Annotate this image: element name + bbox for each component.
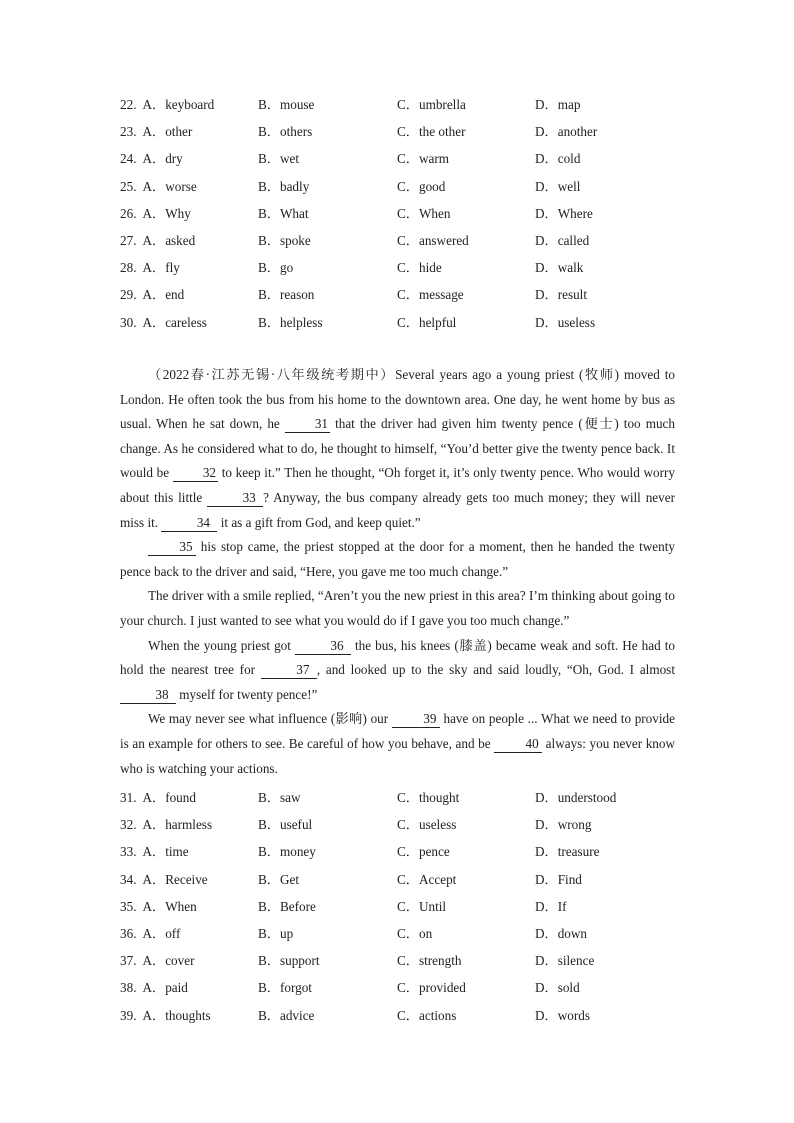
question-number-and-option-a <box>120 281 184 308</box>
option-a: A．end <box>142 287 185 303</box>
option-d: D．words <box>535 1007 590 1023</box>
question-number-and-option-a <box>120 947 194 974</box>
question-number-and-option-a <box>120 838 189 865</box>
question-row <box>120 866 680 893</box>
blank-39: 39 <box>392 711 440 728</box>
option-a: A．found <box>142 790 196 805</box>
question-row <box>120 227 680 254</box>
question-number: 30. <box>120 314 137 330</box>
option-c: C．helpful <box>397 314 457 330</box>
option-a: A．thoughts <box>142 1007 211 1023</box>
question-number-and-option-a <box>120 811 212 838</box>
option-d: D．useless <box>535 314 596 330</box>
question-number: 29. <box>120 287 137 303</box>
question-number: 27. <box>120 232 137 248</box>
option-d: D．map <box>535 97 581 112</box>
question-row <box>120 974 680 1001</box>
question-row <box>120 91 680 118</box>
option-b: B．spoke <box>258 232 311 248</box>
option-c: C．When <box>397 205 451 221</box>
cloze-passage <box>120 363 675 781</box>
question-row <box>120 838 680 865</box>
question-number-and-option-a <box>120 173 197 200</box>
option-d: D．walk <box>535 260 584 276</box>
option-c: C．message <box>397 287 464 303</box>
option-a: A．When <box>142 898 197 914</box>
question-number: 38. <box>120 980 137 996</box>
option-d: D．down <box>535 925 588 941</box>
question-row <box>120 947 680 974</box>
option-d: D．Where <box>535 205 593 221</box>
option-c: C．actions <box>397 1007 457 1023</box>
option-d: D．called <box>535 232 590 248</box>
option-d: D．Find <box>535 871 582 887</box>
question-number: 31. <box>120 790 137 805</box>
question-row <box>120 200 680 227</box>
question-number: 34. <box>120 871 137 887</box>
question-row <box>120 893 680 920</box>
question-number: 24. <box>120 151 137 167</box>
option-a: A．other <box>142 124 193 140</box>
question-number: 23. <box>120 124 137 140</box>
blank-34: 34 <box>161 515 217 532</box>
question-number-and-option-a <box>120 118 192 145</box>
option-d: D．well <box>535 178 581 194</box>
option-c: C．good <box>397 178 446 194</box>
option-a: A．worse <box>142 178 197 194</box>
question-number-and-option-a <box>120 254 180 281</box>
paragraph-1: （2022春·江苏无锡·八年级统考期中）Several years ago a young priest (牧师) moved to London. He often took the bus from his home to the downtown area. One day, he went home by bus as usual. When he sat down, he 31 that the driver had given him twenty pence (便士) too much change. As he considered what to do, he thought to himself, “You’d better give the twenty pence back. It would be 32 to keep it.” Then he thought, “Oh forget it, it’s only twenty pence. Who would worry about this little 33 ? Anyway, the bus company already gets too much money; they will never miss it. 34 it as a gift from God, and keep quiet.” <box>120 367 675 530</box>
option-c: C．on <box>397 925 433 941</box>
question-number-and-option-a <box>120 200 191 227</box>
question-row <box>120 118 680 145</box>
option-a: A．keyboard <box>142 97 215 112</box>
option-d: D．result <box>535 287 588 303</box>
question-number-and-option-a <box>120 145 183 172</box>
option-d: D．silence <box>535 953 595 969</box>
option-b: B．saw <box>258 790 301 805</box>
question-number: 33. <box>120 844 137 860</box>
option-a: A．Why <box>142 205 191 221</box>
question-row <box>120 309 680 336</box>
blank-37: 37 <box>261 662 317 679</box>
options-list-31-39 <box>120 784 680 1029</box>
question-number-and-option-a <box>120 91 214 118</box>
option-d: D．treasure <box>535 844 600 860</box>
option-b: B．useful <box>258 817 313 833</box>
option-a: A．careless <box>142 314 207 330</box>
option-d: D．If <box>535 898 567 914</box>
blank-31: 31 <box>285 416 330 433</box>
option-a: A．asked <box>142 232 196 248</box>
option-b: B．mouse <box>258 97 315 112</box>
question-row <box>120 254 680 281</box>
option-b: B．money <box>258 844 316 860</box>
option-a: A．Receive <box>142 871 208 887</box>
question-row <box>120 145 680 172</box>
option-c: C．useless <box>397 817 457 833</box>
option-c: C．answered <box>397 232 469 248</box>
option-b: B．Get <box>258 871 300 887</box>
option-b: B．others <box>258 124 313 140</box>
blank-38: 38 <box>120 687 176 704</box>
option-d: D．wrong <box>535 817 592 833</box>
option-c: C．umbrella <box>397 97 466 112</box>
option-a: A．off <box>142 925 181 941</box>
option-d: D．understood <box>535 790 617 805</box>
option-b: B．wet <box>258 151 300 167</box>
option-c: C．warm <box>397 151 450 167</box>
question-number: 26. <box>120 205 137 221</box>
question-number-and-option-a <box>120 920 180 947</box>
option-b: B．forgot <box>258 980 312 996</box>
question-number: 32. <box>120 817 137 833</box>
option-b: B．What <box>258 205 309 221</box>
option-b: B．up <box>258 925 294 941</box>
option-d: D．cold <box>535 151 581 167</box>
question-number-and-option-a <box>120 974 188 1001</box>
option-b: B．advice <box>258 1007 315 1023</box>
option-b: B．support <box>258 953 320 969</box>
option-c: C．provided <box>397 980 466 996</box>
question-row <box>120 811 680 838</box>
blank-35: 35 <box>148 539 196 556</box>
question-number: 37. <box>120 953 137 969</box>
question-number-and-option-a <box>120 309 207 336</box>
question-row <box>120 281 680 308</box>
option-c: C．hide <box>397 260 442 276</box>
option-a: A．time <box>142 844 189 860</box>
paragraph-2: 35 his stop came, the priest stopped at the door for a moment, then he handed the twenty pence back to the driver and said, “Here, you gave me too much change.” <box>120 539 675 579</box>
option-a: A．cover <box>142 953 195 969</box>
option-d: D．another <box>535 124 598 140</box>
option-b: B．reason <box>258 287 315 303</box>
option-a: A．fly <box>142 260 180 276</box>
option-c: C．strength <box>397 953 462 969</box>
question-number: 36. <box>120 925 137 941</box>
question-row <box>120 1002 680 1029</box>
question-number-and-option-a <box>120 227 195 254</box>
paragraph-3: The driver with a smile replied, “Aren’t you the new priest in this area? I’m thinking about going to your church. I just wanted to see what you would do if I gave you too much change.” <box>120 588 675 628</box>
question-number-and-option-a <box>120 784 196 811</box>
option-b: B．Before <box>258 898 316 914</box>
blank-33: 33 <box>207 490 263 507</box>
option-b: B．badly <box>258 178 310 194</box>
option-c: C．Until <box>397 898 447 914</box>
question-number: 25. <box>120 178 137 194</box>
option-b: B．go <box>258 260 294 276</box>
option-d: D．sold <box>535 980 580 996</box>
option-c: C．thought <box>397 790 460 805</box>
blank-40: 40 <box>494 736 542 753</box>
question-number: 22. <box>120 97 137 112</box>
blank-36: 36 <box>295 638 351 655</box>
options-list-22-30 <box>120 91 680 336</box>
option-b: B．helpless <box>258 314 323 330</box>
question-row <box>120 784 680 811</box>
paragraph-5: We may never see what influence (影响) our 39 have on people ... What we need to provide is an example for others to see. Be careful of how you behave, and be 40 always: you never know who is watching your actions. <box>120 711 676 776</box>
blank-32: 32 <box>173 465 218 482</box>
option-c: C．pence <box>397 844 450 860</box>
option-a: A．harmless <box>142 817 213 833</box>
question-number-and-option-a <box>120 866 208 893</box>
option-a: A．paid <box>142 980 188 996</box>
question-number: 35. <box>120 898 137 914</box>
question-row <box>120 173 680 200</box>
question-number-and-option-a <box>120 1002 211 1029</box>
question-number-and-option-a <box>120 893 197 920</box>
question-number: 28. <box>120 260 137 276</box>
paragraph-4: When the young priest got 36 the bus, his knees (膝盖) became weak and soft. He had to hold the nearest tree for 37 , and looked up to the sky and said loudly, “Oh, God. I almost 38 myself for twenty pence!” <box>120 637 675 702</box>
question-number: 39. <box>120 1007 137 1023</box>
option-c: C．the other <box>397 124 466 140</box>
option-a: A．dry <box>142 151 183 167</box>
option-c: C．Accept <box>397 871 457 887</box>
question-row <box>120 920 680 947</box>
